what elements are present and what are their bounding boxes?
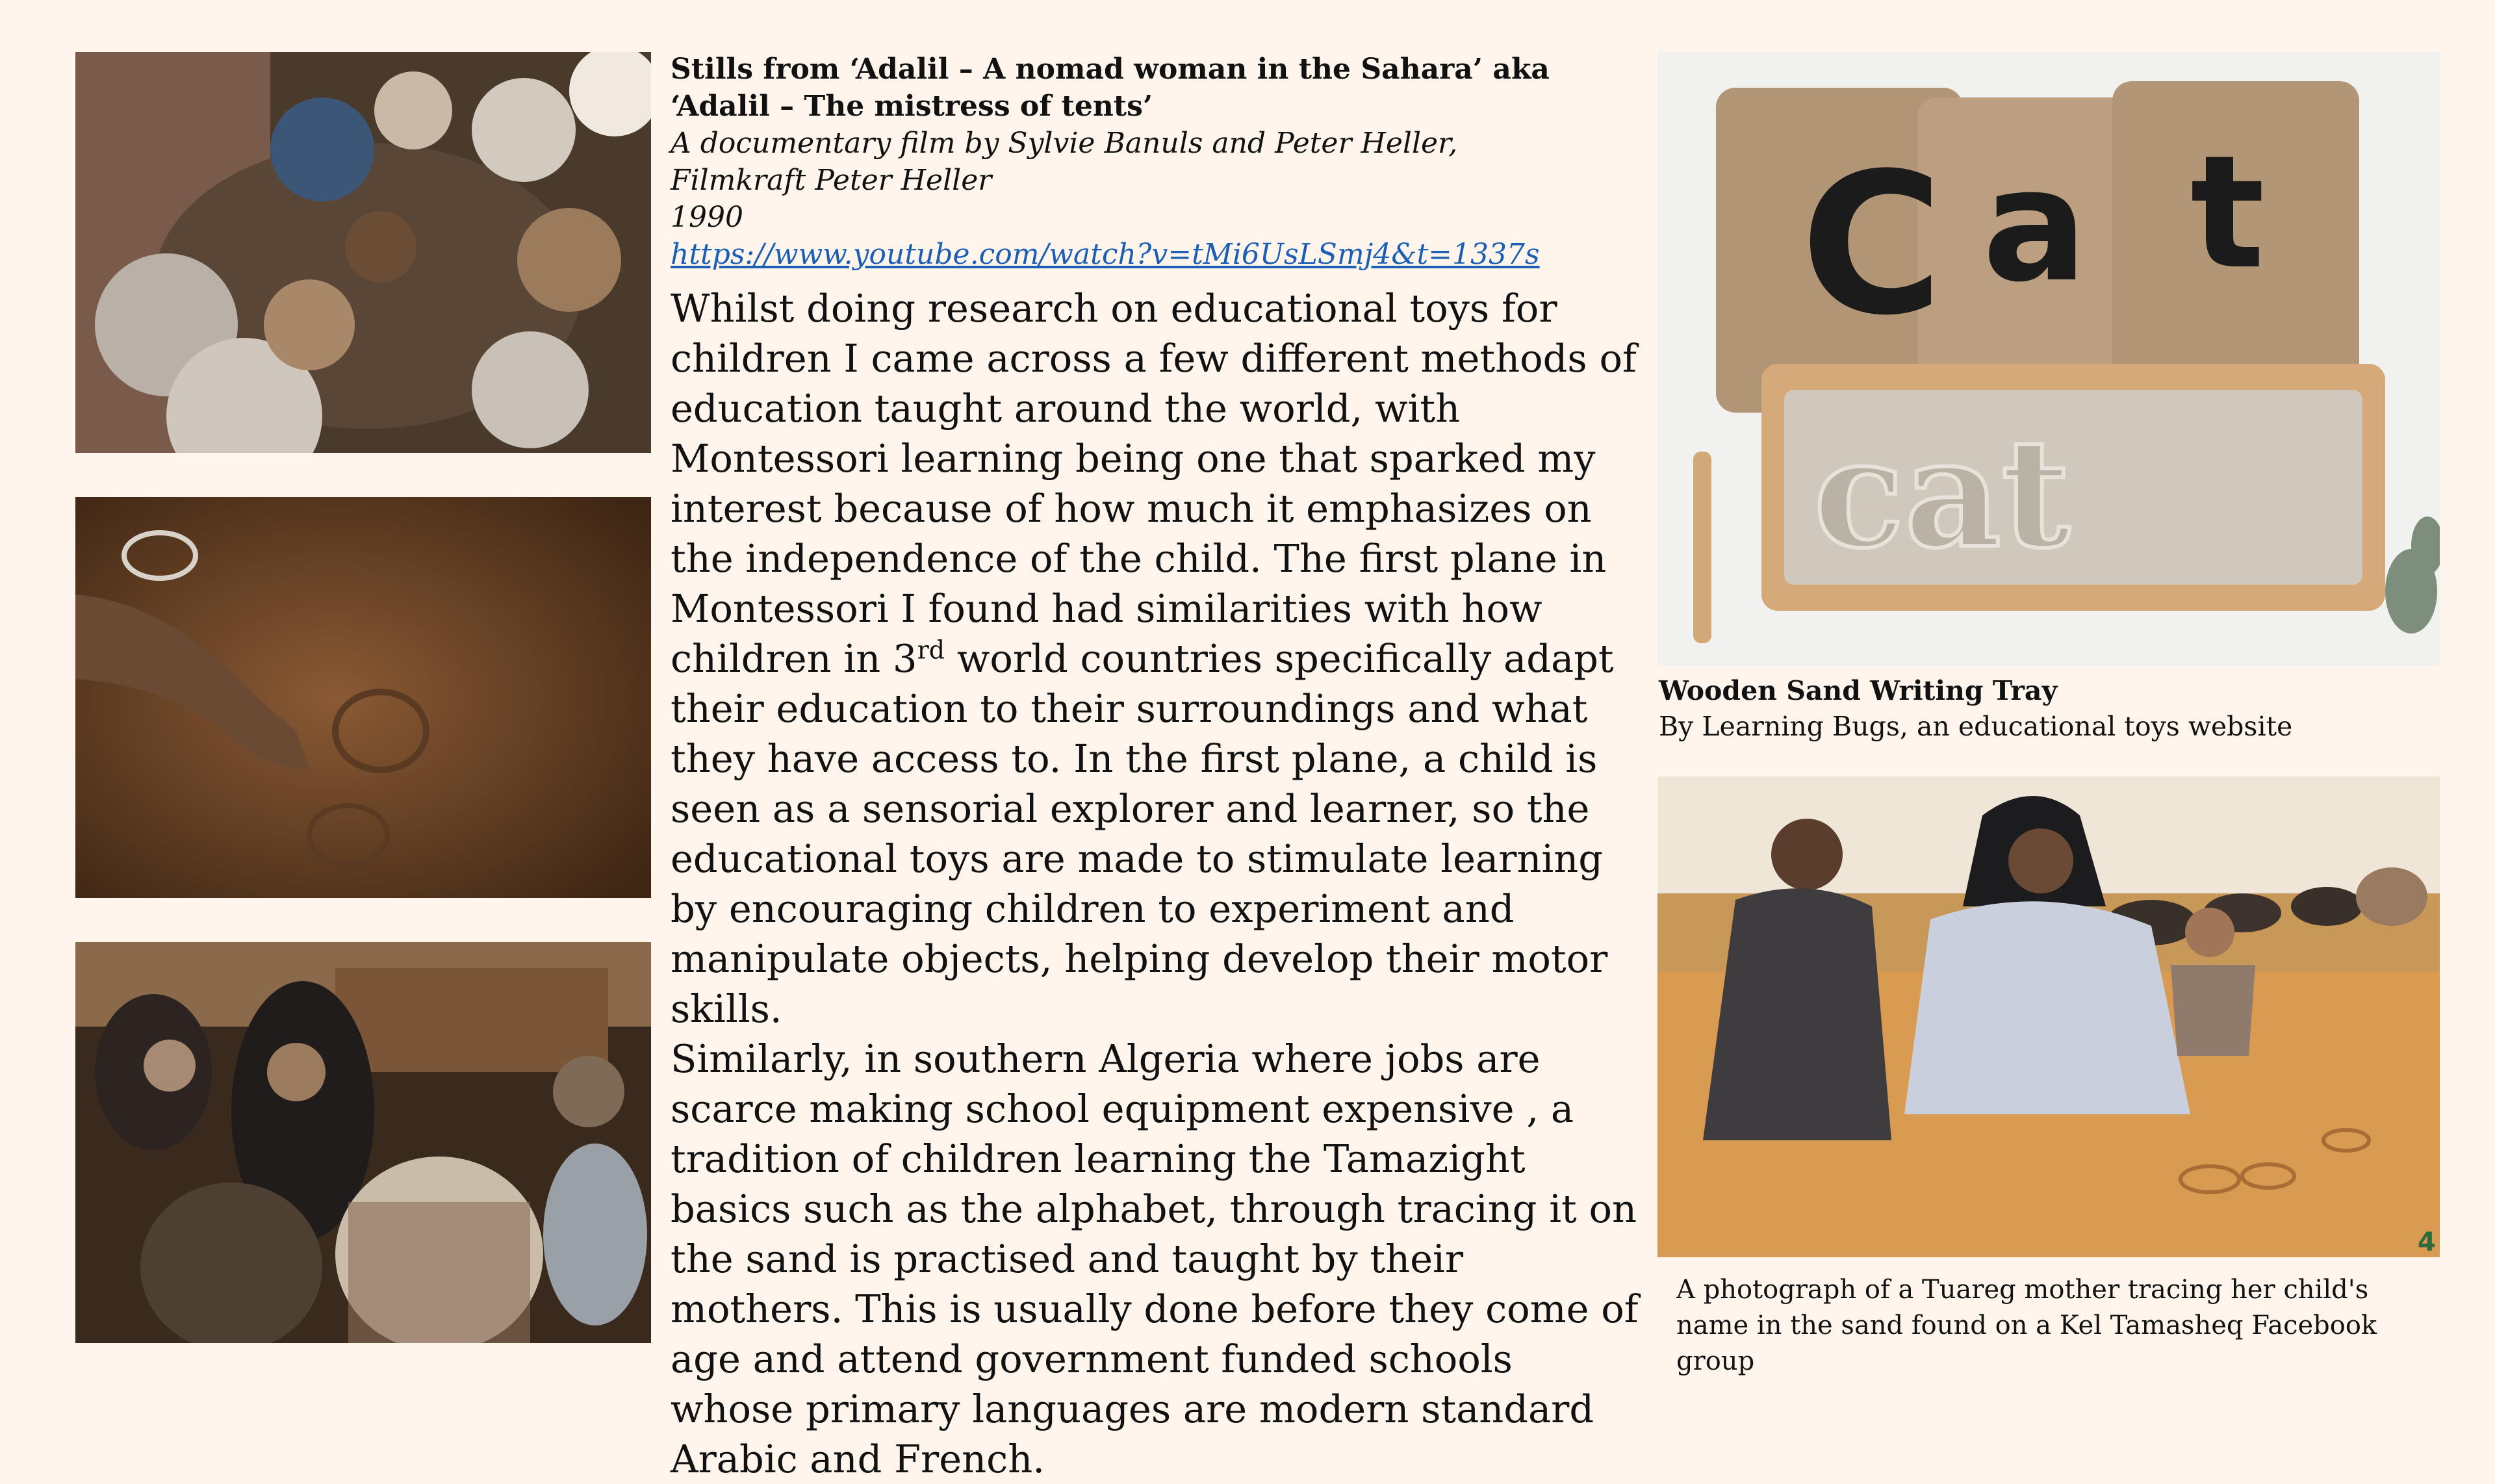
film-credits <box>671 51 1632 273</box>
film-link[interactable]: https://www.youtube.com/watch?v=tMi6UsLSmj4&t=1337s <box>671 238 1540 271</box>
film-year: 1990 <box>671 201 743 234</box>
essay-paragraph-2: Similarly, in southern Algeria where jobs are scarce making school equipment expensive , a tradition of children learning the Tamazight basics such as the alphabet, through tracing it on the sand is practised and taught by their mothers. This is usually done before they come of age and attend government funded schools whose primary languages are modern standard Arabic and French. <box>671 1036 1639 1481</box>
film-subtitle-line1: A documentary film by Sylvie Banuls and Peter Heller, <box>671 127 1458 160</box>
card-letter-a: a <box>1982 134 2088 316</box>
sand-tray-photo <box>1657 52 2440 666</box>
photo-corner-mark: 4 <box>2418 1227 2436 1257</box>
card-letter-t: t <box>2190 122 2265 303</box>
sand-tray-caption-source: By Learning Bugs, an educational toys website <box>1659 711 2293 742</box>
card-letter-c: C <box>1800 131 1944 358</box>
film-title-line1: Stills from ‘Adalil – A nomad woman in the Sahara’ aka <box>671 53 1550 86</box>
tuareg-mother-photo <box>1657 776 2440 1257</box>
film-still-hand-in-sand <box>75 497 651 898</box>
ordinal-superscript: rd <box>917 635 945 665</box>
sand-word: cat <box>1813 406 2071 582</box>
film-title-line2: ‘Adalil – The mistress of tents’ <box>671 90 1153 123</box>
essay-text <box>671 283 1639 1484</box>
film-still-women-in-tent <box>75 942 651 1343</box>
essay-paragraph-1: Whilst doing research on educational toys for children I came across a few different methods of education taught around the world, with Montessori learning being one that sparked my interest because of how much it emphasizes on the independence of the child. The first plane in Montessori I found had similarities with how children in 3rd world countries specifically adapt their education to their surroundings and what they have access to. In the first plane, a child is seen as a sensorial explorer and learner, so the educational toys are made to stimulate learning by encouraging children to experiment and manipulate objects, helping develop their motor skills. <box>671 286 1637 1031</box>
sand-tray-caption-title: Wooden Sand Writing Tray <box>1659 675 2058 706</box>
film-subtitle-line2: Filmkraft Peter Heller <box>671 164 992 197</box>
tuareg-photo-caption: A photograph of a Tuareg mother tracing her child's name in the sand found on a Kel Tamasheq Facebook group <box>1676 1275 2377 1376</box>
film-still-children-top <box>75 52 651 453</box>
sand-tray-caption <box>1659 673 2438 745</box>
